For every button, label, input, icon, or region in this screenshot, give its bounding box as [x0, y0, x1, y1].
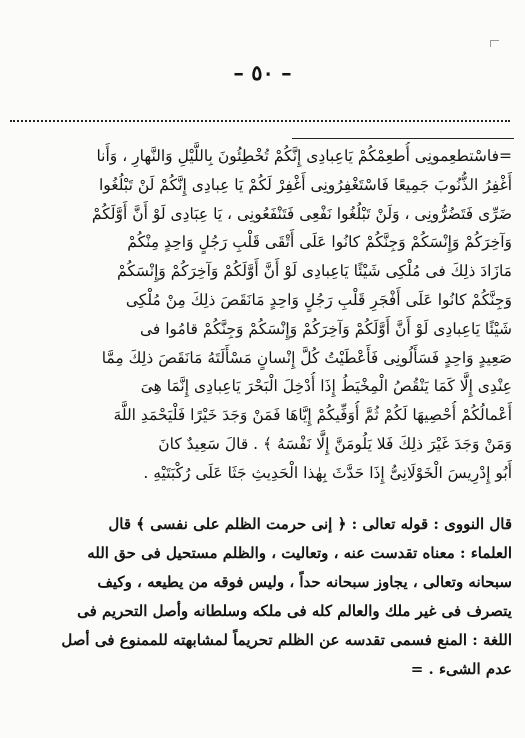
hadith-line: ضَرِّى فَتَضُرُّونِى ، وَلَنْ تَبْلُغُوا نَفْعِى فَتَنْفَعُونِى ، يَا عِبَادِى لَوْ أَنَّ أَوَّلَكُمْ — [91, 204, 512, 223]
hadith-line: وَمَنْ وَجَدَ غَيْرَ ذلِكَ فَلا يَلُومَنَّ إِلَّا نَفْسَهُ ﴾ . قالَ سَعِيدٌ كانَ — [158, 434, 512, 453]
hadith-line: أَعْمالُكُمْ أُحْصِيهَا لَكُمْ ثُمَّ أُوَفِّيكُمْ إِيَّاهَا فَمَنْ وَجَدَ خَيْرًا فَلْيَحْمَدِ اللَّهَ — [113, 406, 512, 425]
hadith-line: مَازَادَ ذلِكَ فى مُلْكِى شَيْئًا يَاعِبادِى لَوْ أَنَّ أَوَّلَكُمْ وَآخِرَكُمْ وَإِنْسَكُمْ — [117, 262, 512, 281]
commentary-line: عدم الشىء . = — [410, 660, 512, 678]
hadith-line: وَآخِرَكُمْ وَإِنْسَكُمْ وَجِنَّكُمْ كانُوا عَلَى أَتْقَى قَلْبِ رَجُلٍ وَاحِدٍ مِنْكُمْ — [127, 233, 512, 252]
page-corner-mark — [490, 40, 499, 47]
hadith-text — [14, 142, 512, 488]
commentary-line: سبحانه وتعالى ، يجاوز سبحانه حداً ، وليس فوقه من يطيعه ، وكيف — [97, 573, 512, 591]
commentary-text — [14, 510, 512, 684]
hadith-line: أَبُو إِدْرِيسَ الْخَوْلَانِىُّ إِذَا حَدَّثَ بِهٰذا الْحَدِيثِ جَثَا عَلَى رُكْبَتَيْهِ . — [143, 463, 512, 482]
commentary-line: العلماء : معناه تقدست عنه ، وتعاليت ، والظلم مستحيل فى حق الله — [87, 544, 512, 562]
dotted-separator — [10, 120, 510, 122]
commentary-line: يتصرف فى غير ملك والعالم كله فى ملكه وسلطانه وأصل التحريم فى — [77, 602, 512, 620]
hadith-line: عِنْدِى إِلَّا كَمَا يَنْقُصُ الْمِخْيَطُ إِذَا أُدْخِلَ الْبَحْرَ يَاعِبادِى إِنَّمَا هِىَ — [140, 377, 512, 396]
commentary-line: قال النووى : قوله تعالى : ﴿ إنى حرمت الظلم على نفسى ﴾ قال — [108, 515, 512, 533]
footnote-rule — [292, 138, 514, 139]
hadith-line: وَجِنَّكُمْ كانُوا عَلَى أَفْجَرِ قَلْبِ رَجُلٍ وَاحِدٍ مَانَقَصَ ذلِكَ مِنْ مُلْكِى — [125, 290, 512, 309]
hadith-line: شَيْئًا يَاعِبادِى لَوْ أَنَّ أَوَّلَكُمْ وَآخِرَكُمْ وَإِنْسَكُمْ وَجِنَّكُمْ قامُوا فى — [139, 319, 512, 338]
hadith-line: صَعِيدٍ وَاحِدٍ فَسَأَلُونِى فَأَعْطَيْتُ كُلَّ إِنْسانٍ مَسْأَلَتَهُ مَانَقَصَ ذلِكَ مِمَّا — [101, 348, 512, 367]
hadith-line: =فاسْتطعِمونِى أُطعِمْكُمْ يَاعِبادِى إِنَّكُمْ تُخْطِئُونَ بِاللَّيْلِ وَالنَّهارِ ، وَأَنا — [96, 147, 512, 165]
page-number: – ٥٠ – — [233, 60, 292, 85]
commentary-line: اللغة : المنع فسمى تقدسه عن الظلم تحريماً لمشابهته للممنوع فى أصل — [61, 631, 512, 649]
hadith-line: أَغْفِرُ الذُّنُوبَ جَمِيعًا فَاسْتَغْفِرُونِى أَغْفِرْ لَكُمْ يَا عِبادِى إِنَّكُمْ لَنْ تَبْلُغُوا — [98, 175, 512, 194]
